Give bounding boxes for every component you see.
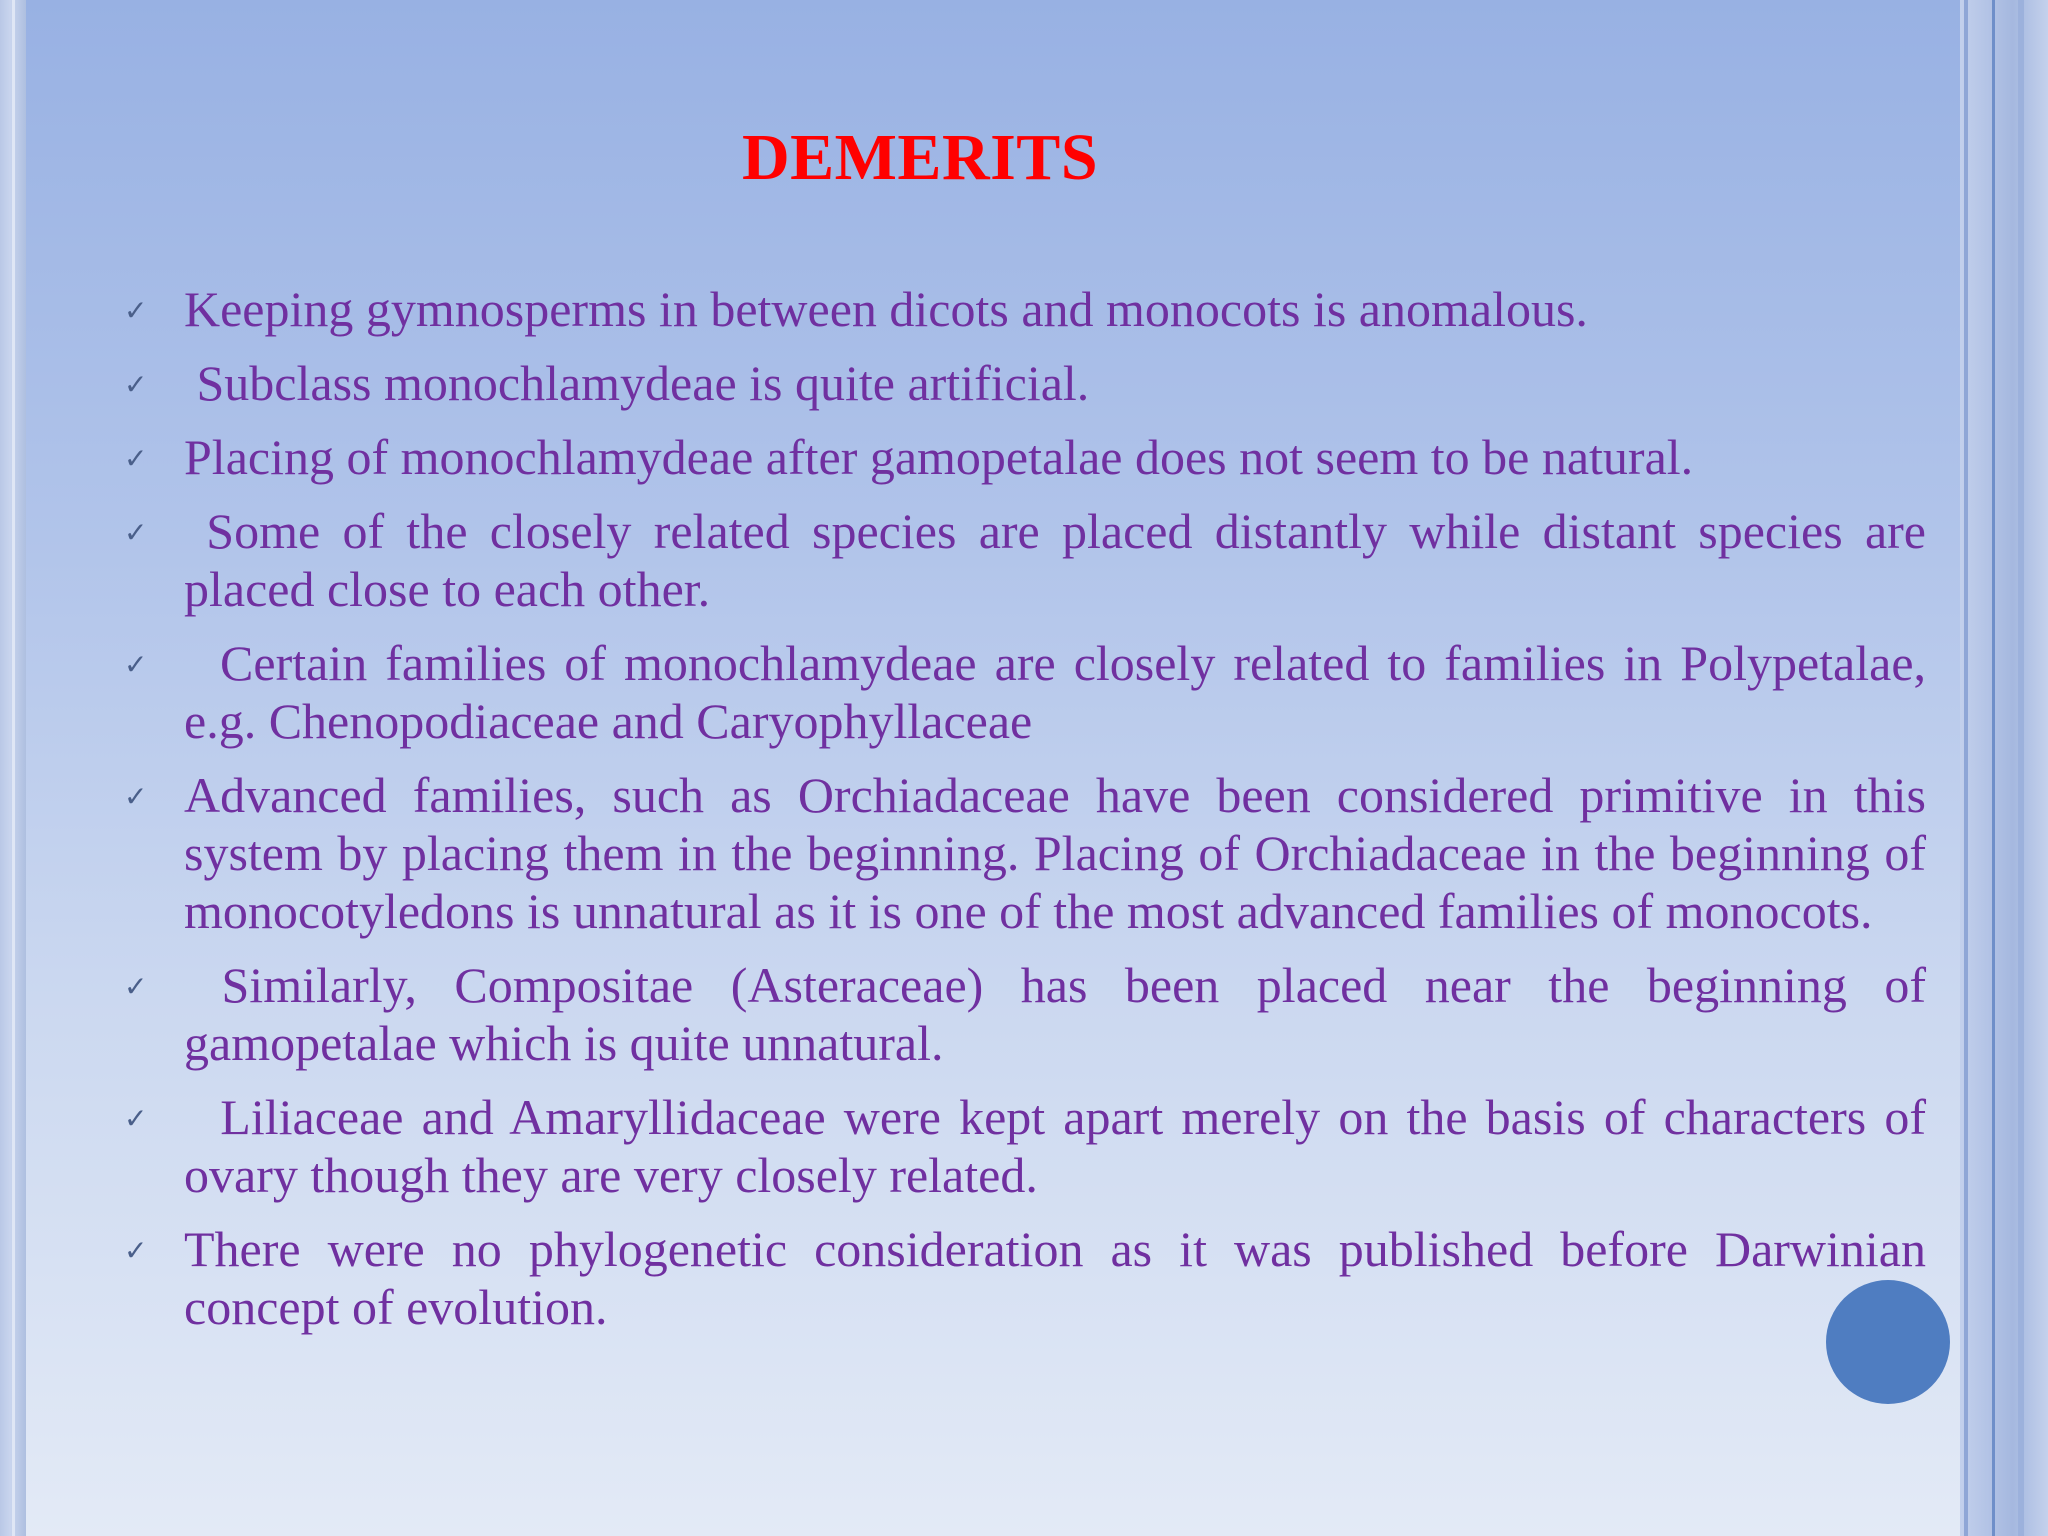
list-item (118, 634, 1939, 750)
list-item-text: There were no phylogenetic consideration as it was published before Darwinian concept of evolution. (184, 1221, 1939, 1335)
list-item (118, 766, 1939, 940)
check-icon: ✓ (124, 780, 148, 813)
list-item (118, 428, 1926, 486)
list-item-text: Keeping gymnosperms in between dicots and monocots is anomalous. (184, 281, 1588, 337)
list-item-text: Placing of monochlamydeae after gamopetalae does not seem to be natural. (184, 429, 1694, 485)
list-item-text: Subclass monochlamydeae is quite artificial. (184, 355, 1090, 411)
check-icon: ✓ (124, 1102, 148, 1135)
right-band-line (1964, 0, 1968, 1536)
check-icon: ✓ (124, 442, 148, 475)
check-icon: ✓ (124, 516, 148, 549)
list-item-text: Advanced families, such as Orchiadaceae have been considered primitive in this system by placing them in the beginning. Placing of Orchiadaceae in the beginning of monocotyledons is unnatural as it is one of the most advanced families of monocots. (184, 767, 1939, 939)
check-icon: ✓ (124, 368, 148, 401)
check-icon: ✓ (124, 648, 148, 681)
accent-circle (1826, 1280, 1950, 1404)
list-item-text: Similarly, Compositae (Asteraceae) has been placed near the beginning of gamopetalae which is quite unnatural. (184, 957, 1939, 1071)
demerits-list (118, 280, 1939, 1352)
list-item (118, 280, 1926, 338)
right-band-line (2018, 0, 2024, 1536)
list-item (118, 502, 1939, 618)
check-icon: ✓ (124, 1234, 148, 1267)
list-item-text: Some of the closely related species are placed distantly while distant species are placed close to each other. (184, 503, 1939, 617)
list-item (118, 956, 1939, 1072)
list-item-text: Certain families of monochlamydeae are closely related to families in Polypetalae, e.g. Chenopodiaceae and Caryophyllaceae (184, 635, 1939, 749)
check-icon: ✓ (124, 970, 148, 1003)
list-item (118, 1220, 1939, 1336)
slide-title: DEMERITS (741, 121, 1099, 194)
check-icon: ✓ (124, 294, 148, 327)
right-decorative-band (1960, 0, 2048, 1536)
left-edge-line (12, 0, 15, 1536)
list-item-text: Liliaceae and Amaryllidaceae were kept apart merely on the basis of characters of ovary though they are very closely related. (184, 1089, 1939, 1203)
list-item (118, 1088, 1939, 1204)
right-band-line (1992, 0, 1995, 1536)
list-item (118, 354, 1926, 412)
